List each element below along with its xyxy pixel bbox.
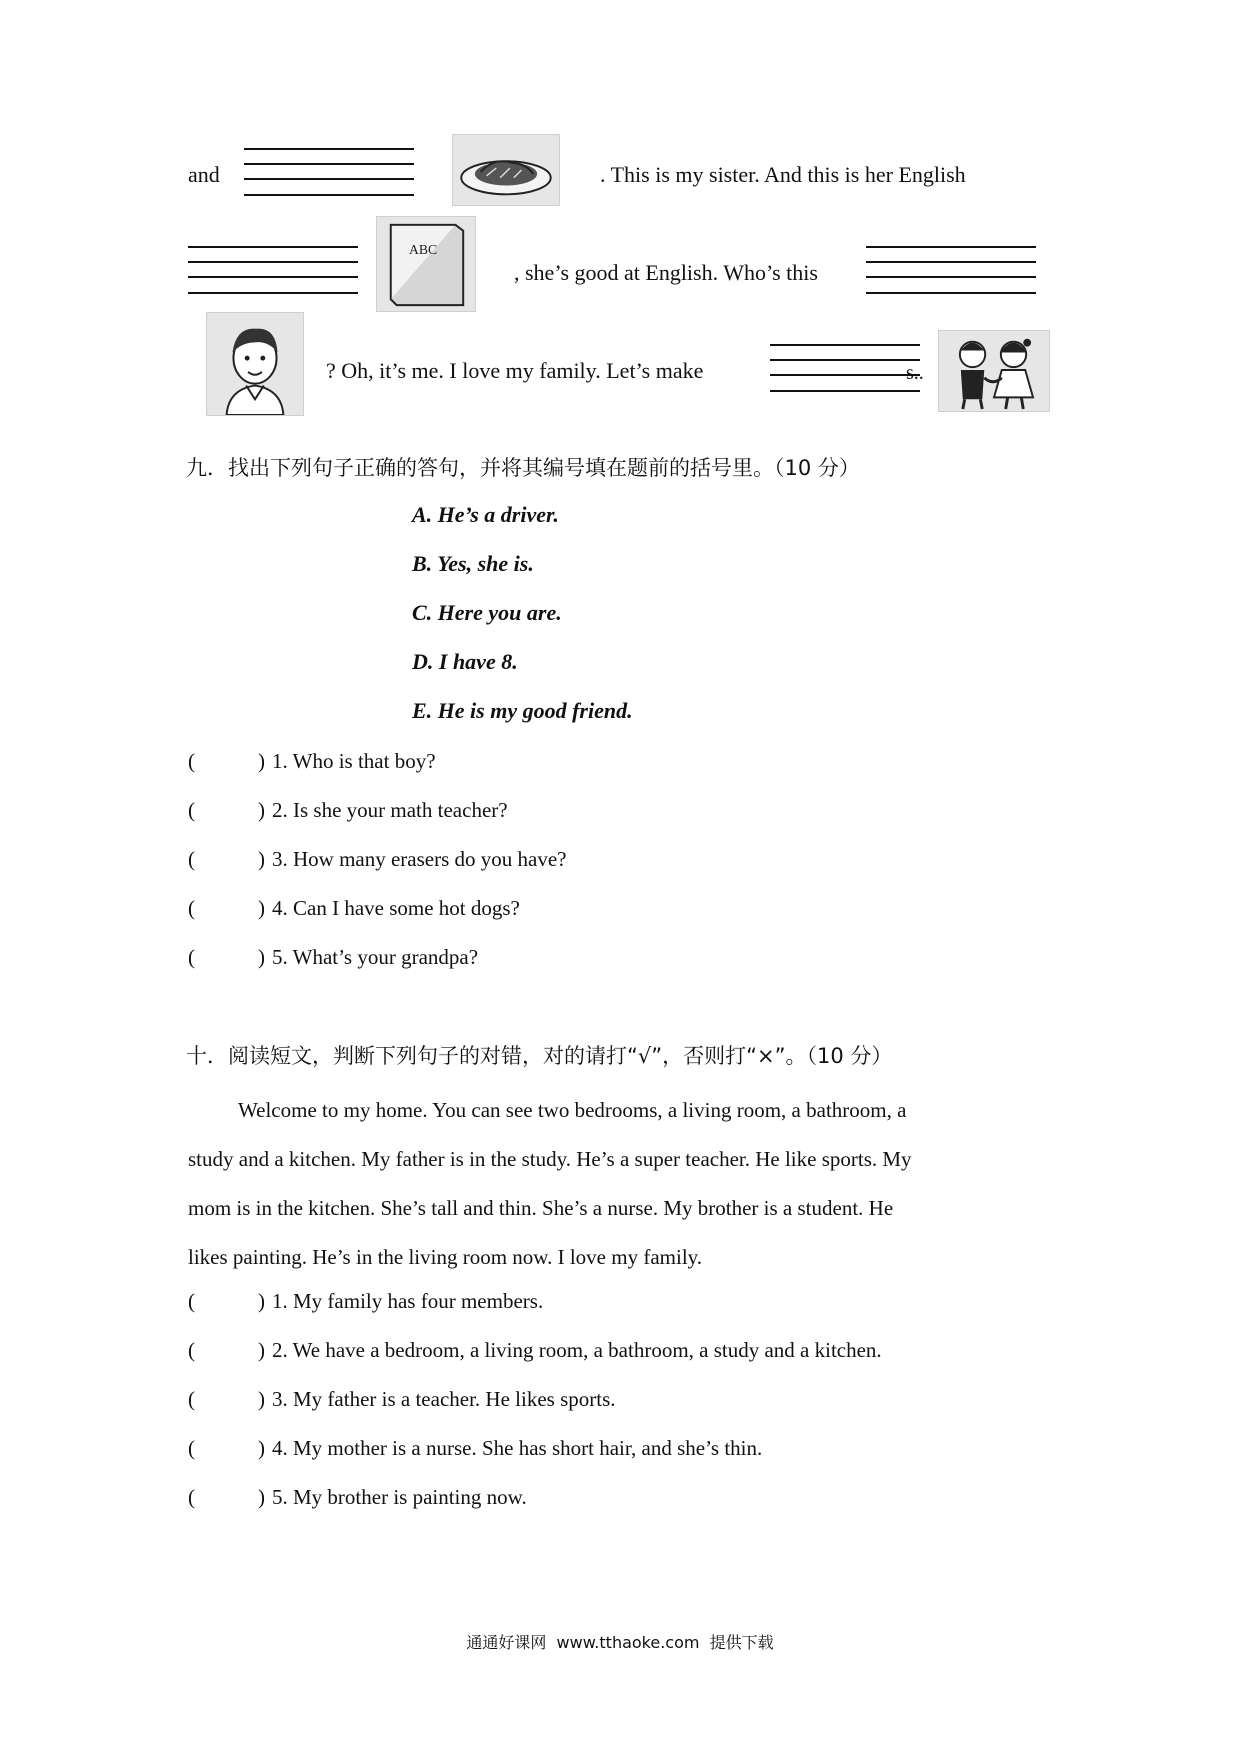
passage-line-1-tail: . This is my sister. And this is her English <box>600 162 966 187</box>
answer-bracket-open[interactable]: ( <box>188 1485 195 1509</box>
question-text: 3. How many erasers do you have? <box>272 847 567 871</box>
answer-bracket-open[interactable]: ( <box>188 1436 195 1460</box>
answer-option-e: E. He is my good friend. <box>412 698 633 723</box>
answer-bracket-close: ) <box>258 847 265 871</box>
answer-bracket-close: ) <box>258 1289 265 1313</box>
answer-option-a: A. He’s a driver. <box>412 502 559 527</box>
answer-bracket-open[interactable]: ( <box>188 896 195 920</box>
abc-book-picture <box>376 216 476 312</box>
passage-line-2-text: , she’s good at English. Who’s this <box>514 260 818 285</box>
answer-bracket-close: ) <box>258 896 265 920</box>
answer-bracket-close: ) <box>258 945 265 969</box>
passage-word-and: and <box>188 162 220 187</box>
writing-blank-3[interactable] <box>866 246 1036 294</box>
footer-source-text: 通通好课网 www.tthaoke.com 提供下载 <box>466 1633 774 1652</box>
writing-blank-2[interactable] <box>188 246 358 294</box>
answer-bracket-close: ) <box>258 1387 265 1411</box>
answer-bracket-open[interactable]: ( <box>188 1338 195 1362</box>
book-cover-label: ABC <box>408 242 438 258</box>
answer-bracket-open[interactable]: ( <box>188 749 195 773</box>
answer-bracket-open[interactable]: ( <box>188 847 195 871</box>
statement-text: 4. My mother is a nurse. She has short hair, and she’s thin. <box>272 1436 763 1460</box>
boy-portrait-picture <box>206 312 304 416</box>
writing-blank-4[interactable] <box>770 344 920 392</box>
answer-bracket-close: ) <box>258 1338 265 1362</box>
answer-bracket-close: ) <box>258 798 265 822</box>
passage-line: mom is in the kitchen. She’s tall and thin. She’s a nurse. My brother is a student. He <box>188 1196 894 1220</box>
question-text: 2. Is she your math teacher? <box>272 798 508 822</box>
children-holding-hands-picture <box>938 330 1050 412</box>
question-text: 1. Who is that boy? <box>272 749 436 773</box>
statement-text: 1. My family has four members. <box>272 1289 544 1313</box>
section-10-heading: 十．阅读短文，判断下列句子的对错，对的请打“√”，否则打“×”。（10 分） <box>186 1044 893 1068</box>
answer-option-b: B. Yes, she is. <box>412 551 534 576</box>
question-text: 5. What’s your grandpa? <box>272 945 479 969</box>
statement-text: 5. My brother is painting now. <box>272 1485 527 1509</box>
passage-line: likes painting. He’s in the living room now. I love my family. <box>188 1245 703 1269</box>
statement-text: 2. We have a bedroom, a living room, a bathroom, a study and a kitchen. <box>272 1338 882 1362</box>
writing-blank-1[interactable] <box>244 148 414 196</box>
passage-line-3-text: ? Oh, it’s me. I love my family. Let’s make <box>326 358 704 383</box>
answer-bracket-open[interactable]: ( <box>188 1289 195 1313</box>
answer-bracket-close: ) <box>258 749 265 773</box>
answer-bracket-close: ) <box>258 1436 265 1460</box>
answer-bracket-open[interactable]: ( <box>188 798 195 822</box>
food-plate-picture <box>452 134 560 206</box>
reading-passage <box>188 1086 1058 1282</box>
answer-option-d: D. I have 8. <box>412 649 518 674</box>
passage-line-3-suffix: s.. <box>906 362 924 384</box>
answer-bracket-open[interactable]: ( <box>188 945 195 969</box>
answer-bracket-close: ) <box>258 1485 265 1509</box>
statement-text: 3. My father is a teacher. He likes sports. <box>272 1387 616 1411</box>
answer-bracket-open[interactable]: ( <box>188 1387 195 1411</box>
section-9-heading: 九．找出下列句子正确的答句，并将其编号填在题前的括号里。（10 分） <box>186 456 860 480</box>
passage-line: Welcome to my home. You can see two bedrooms, a living room, a bathroom, a <box>238 1098 907 1122</box>
question-text: 4. Can I have some hot dogs? <box>272 896 520 920</box>
passage-line: study and a kitchen. My father is in the study. He’s a super teacher. He like sports. My <box>188 1147 912 1171</box>
answer-option-c: C. Here you are. <box>412 600 562 625</box>
